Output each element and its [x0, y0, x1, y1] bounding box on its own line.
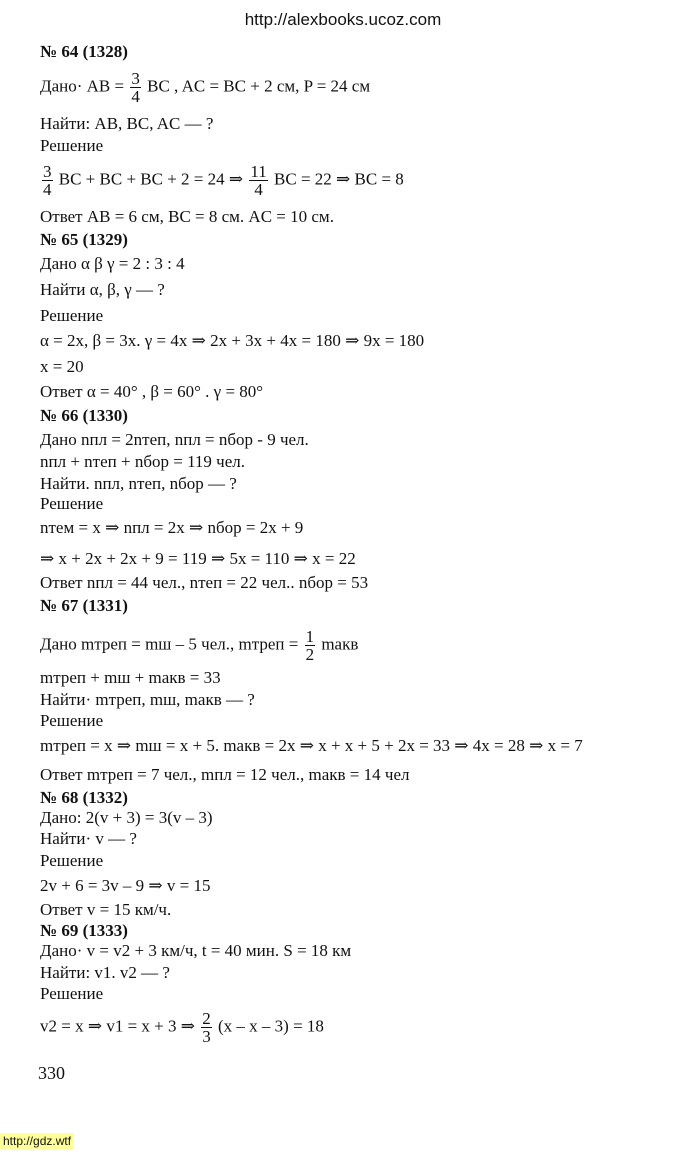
find-line: Найти. nпл, nтеп, nбор — ?: [40, 474, 237, 493]
given-line: Дано nпл = 2nтеп, nпл = nбор - 9 чел.: [40, 430, 309, 449]
solution-label: Решение: [40, 136, 104, 155]
solution-label: Решение: [40, 306, 104, 325]
given-line: Дано· AB = $\frac{3}{4}$ BC , AC = BC + 2 см, P = 24 см: [40, 69, 371, 106]
solution-line: $\frac{3}{4}$ BC + BC + BC + 2 = 24 ⇒ $\frac{11}{4}$ BC = 22 ⇒ BC = 8: [43, 162, 404, 199]
page-number: 330: [38, 1063, 65, 1083]
find-line: Найти· v — ?: [40, 829, 137, 848]
fraction: $\frac{1}{2}$: [305, 627, 315, 664]
problem-heading: № 66 (1330): [40, 406, 128, 425]
fraction: $\frac{3}{4}$: [131, 69, 140, 106]
find-line: Найти: AB, BC, AC — ?: [40, 114, 214, 133]
solution-line: ⇒ x + 2x + 2x + 9 = 119 ⇒ 5x = 110 ⇒ x = 22: [40, 549, 356, 568]
footer-url-link[interactable]: http://gdz.wtf: [0, 1133, 74, 1149]
fraction: $\frac{2}{3}$: [202, 1009, 211, 1046]
find-line: Найти· mтреп, mш, mакв — ?: [40, 690, 255, 709]
solution-line: 2v + 6 = 3v – 9 ⇒ v = 15: [40, 876, 211, 895]
given-line: Дано· v = v2 + 3 км/ч, t = 40 мин. S = 18 км: [40, 941, 352, 960]
given-line: Дано: 2(v + 3) = 3(v – 3): [40, 808, 213, 827]
problem-heading: № 68 (1332): [40, 788, 128, 807]
solution-line: α = 2x, β = 3x. γ = 4x ⇒ 2x + 3x + 4x = 180 ⇒ 9x = 180: [40, 331, 425, 350]
given-line: Дано α β γ = 2 : 3 : 4: [40, 254, 185, 273]
solution-line: v2 = x ⇒ v1 = x + 3 ⇒ $\frac{2}{3}$ (x – x – 3) = 18: [40, 1009, 324, 1046]
solution-label: Решение: [40, 984, 104, 1003]
fraction: $\frac{11}{4}$: [250, 162, 267, 199]
answer-line: Ответ α = 40° , β = 60° . γ = 80°: [40, 382, 264, 401]
problem-heading: № 69 (1333): [40, 921, 128, 940]
fraction: $\frac{3}{4}$: [43, 162, 52, 199]
solution-line: mтреп = x ⇒ mш = x + 5. mакв = 2x ⇒ x + x + 5 + 2x = 33 ⇒ 4x = 28 ⇒ x = 7: [40, 736, 583, 755]
find-line: Найти α, β, γ — ?: [40, 280, 165, 299]
solution-line: x = 20: [40, 357, 84, 376]
answer-line: Ответ nпл = 44 чел., nтеп = 22 чел.. nбор = 53: [40, 573, 369, 592]
given-line: mтреп + mш + mакв = 33: [40, 668, 221, 687]
answer-line: Ответ AB = 6 см, BC = 8 см. AC = 10 см.: [40, 207, 334, 226]
answer-line: Ответ mтреп = 7 чел., mпл = 12 чел., mакв = 14 чел: [40, 765, 410, 784]
problem-heading: № 67 (1331): [40, 596, 128, 615]
find-line: Найти: v1. v2 — ?: [40, 963, 170, 982]
header-url: http://alexbooks.ucoz.com: [244, 10, 442, 29]
given-line: Дано mтреп = mш – 5 чел., mтреп = $\frac{1}{2}$ mакв: [40, 627, 359, 664]
given-line: nпл + nтеп + nбор = 119 чел.: [40, 452, 246, 471]
problem-heading: № 64 (1328): [40, 42, 128, 61]
solution-label: Решение: [40, 494, 104, 513]
solution-label: Решение: [40, 711, 104, 730]
problem-heading: № 65 (1329): [40, 230, 128, 249]
solution-line: nтем = x ⇒ nпл = 2x ⇒ nбор = 2x + 9: [40, 518, 304, 537]
solution-label: Решение: [40, 851, 104, 870]
answer-line: Ответ v = 15 км/ч.: [40, 900, 172, 919]
